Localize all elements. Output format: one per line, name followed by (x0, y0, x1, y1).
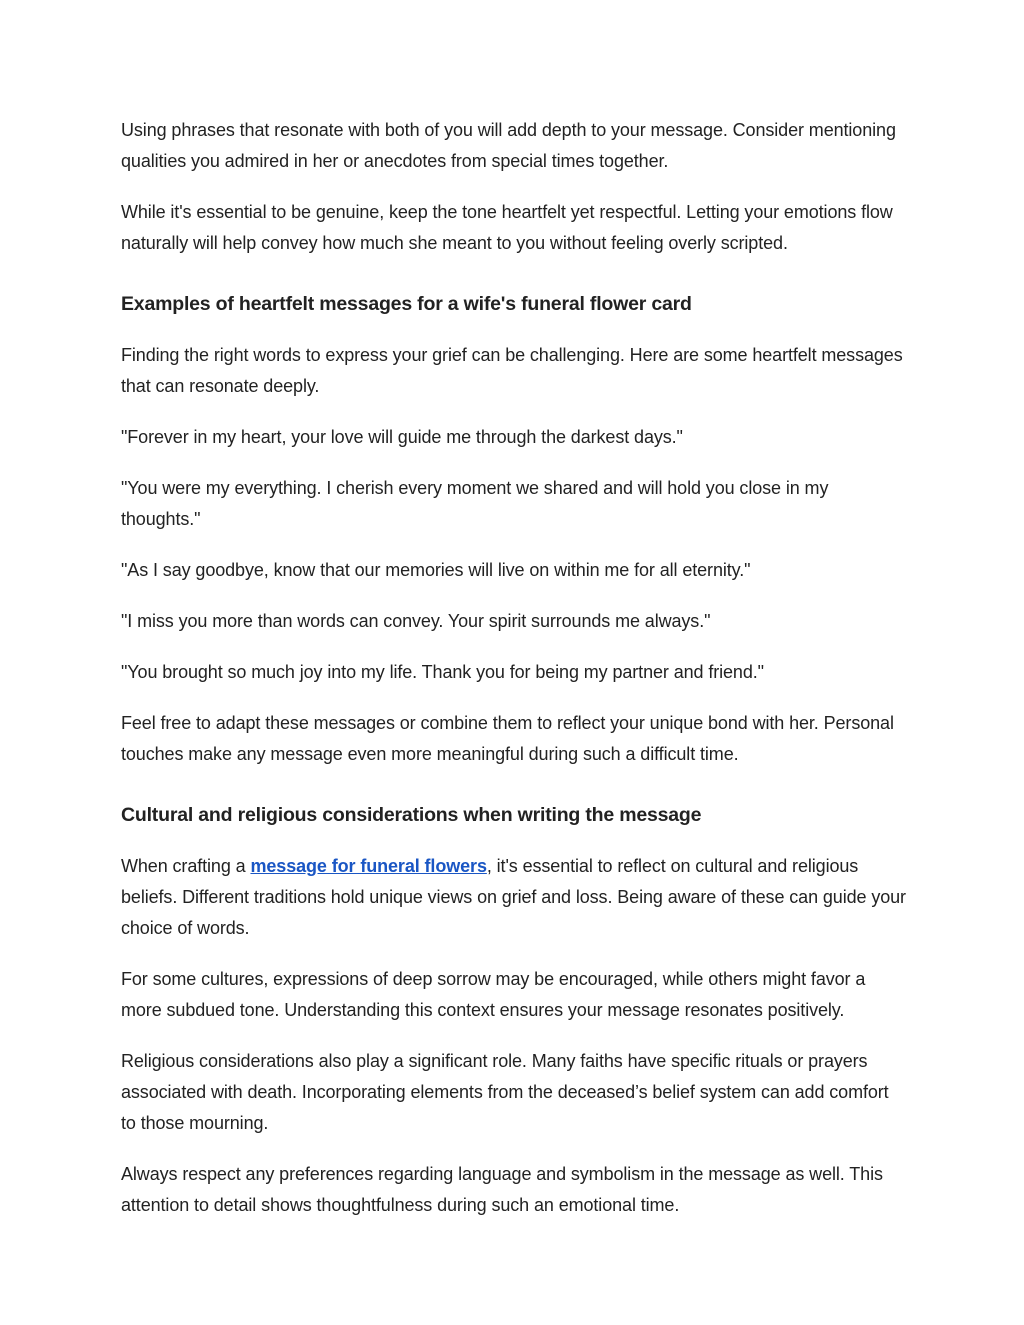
crafting-text-after: , it's essential to reflect on cultural and religious beliefs. Different traditions hold unique views on grief and loss. Being aware of these can guide your choice of words. (121, 856, 906, 938)
paragraph-finding-words: Finding the right words to express your grief can be challenging. Here are some heartfelt messages that can resonate deeply. (121, 345, 903, 396)
paragraph-tone: While it's essential to be genuine, keep the tone heartfelt yet respectful. Letting your emotions flow naturally will help convey how much she meant to you without feeling overly scripted. (121, 202, 893, 253)
example-message-2: "You were my everything. I cherish every moment we shared and will hold you close in my thoughts." (121, 478, 829, 529)
example-message-5: "You brought so much joy into my life. Thank you for being my partner and friend." (121, 662, 764, 682)
example-message-4: "I miss you more than words can convey. Your spirit surrounds me always." (121, 611, 711, 631)
paragraph-respect: Always respect any preferences regarding language and symbolism in the message as well. This attention to detail shows thoughtfulness during such an emotional time. (121, 1164, 883, 1215)
example-message-1: "Forever in my heart, your love will guide me through the darkest days." (121, 427, 683, 447)
paragraph-phrases: Using phrases that resonate with both of you will add depth to your message. Consider mentioning qualities you admired in her or anecdotes from special times together. (121, 120, 896, 171)
article-body (121, 115, 906, 1241)
paragraph-crafting (121, 851, 906, 944)
heading-cultural: Cultural and religious considerations when writing the message (121, 804, 702, 826)
crafting-text-before: When crafting a (121, 856, 251, 876)
paragraph-religious: Religious considerations also play a significant role. Many faiths have specific rituals or prayers associated with death. Incorporating elements from the deceased’s belief system can add comfort to those mourning. (121, 1051, 889, 1133)
funeral-flowers-link[interactable]: message for funeral flowers (250, 856, 487, 876)
heading-examples: Examples of heartfelt messages for a wife's funeral flower card (121, 293, 692, 315)
paragraph-cultures: For some cultures, expressions of deep sorrow may be encouraged, while others might favor a more subdued tone. Understanding this context ensures your message resonates positively. (121, 969, 866, 1020)
paragraph-adapt: Feel free to adapt these messages or combine them to reflect your unique bond with her. Personal touches make any message even more meaningful during such a difficult time. (121, 713, 894, 764)
example-message-3: "As I say goodbye, know that our memories will live on within me for all eternity." (121, 560, 751, 580)
